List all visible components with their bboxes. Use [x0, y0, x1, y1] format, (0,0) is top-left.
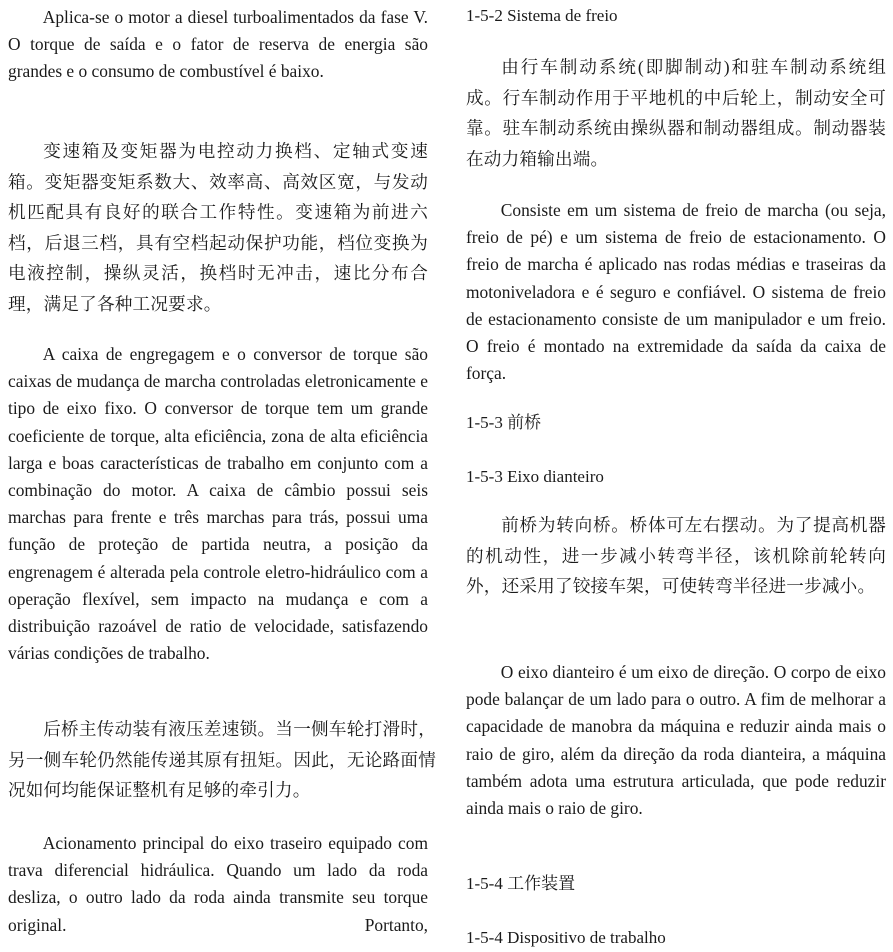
paragraph-rear-axle-pt: Acionamento principal do eixo traseiro equipado com trava diferencial hidráulica. Quando um lado da roda desliza, o outro lado da roda ainda transmite seu torque original. Portanto,: [8, 833, 428, 935]
section-heading-front-axle-pt: 1-5-3 Eixo dianteiro: [466, 467, 604, 486]
paragraph-engine-pt: Aplica-se o motor a diesel turboalimentados da fase V. O torque de saída e o fator de reserva de energia são grandes e o consumo de combustível é baixo.: [8, 7, 428, 82]
section-heading-work-device-zh: 1-5-4 工作装置: [466, 874, 576, 893]
section-heading-brake-pt: 1-5-2 Sistema de freio: [466, 6, 618, 25]
paragraph-front-axle-pt: O eixo dianteiro é um eixo de direção. O corpo de eixo pode balançar de um lado para o outro. A fim de melhorar a capacidade de manobra da máquina e reduzir ainda mais o raio de giro, além da direção da roda dianteira, a máquina também adota uma estrutura articulada, que pode reduzir ainda mais o raio de giro.: [466, 662, 886, 819]
paragraph-transmission-pt: A caixa de engregagem e o conversor de torque são caixas de mudança de marcha controladas eletronicamente e tipo de eixo fixo. O conversor de torque tem um grande coeficiente de torque, alta eficiência, zona de alta eficiência larga e boas características de trabalho em conjunto com a combinação do motor. A caixa de câmbio possui seis marchas para frente e três marchas para trás, possui uma função de proteção de partida neutra, a posição da engrenagem é alterada pela controle eletro-hidráulico com a operação flexível, sem impacto na mudança e com a distribuição razoável de ratio de velocidade, satisfazendo várias condições de trabalho.: [8, 344, 428, 664]
paragraph-brake-zh: 由行车制动系统(即脚制动)和驻车制动系统组成。行车制动作用于平地机的中后轮上，制动安全可靠。驻车制动系统由操纵器和制动器组成。制动器装在动力箱输出端。: [466, 57, 886, 169]
section-heading-front-axle-zh: 1-5-3 前桥: [466, 413, 542, 432]
paragraph-front-axle-zh: 前桥为转向桥。桥体可左右摆动。为了提高机器的机动性，进一步减小转弯半径，该机除前轮转向外，还采用了铰接车架，可使转弯半径进一步减小。: [466, 515, 886, 597]
paragraph-rear-axle-zh: 后桥主传动装有液压差速锁。当一侧车轮打滑时，另一侧车轮仍然能传递其原有扭矩。因此，无论路面情况如何均能保证整机有足够的牵引力。: [8, 719, 436, 801]
paragraph-brake-pt: Consiste em um sistema de freio de marcha (ou seja, freio de pé) e um sistema de freio de estacionamento. O freio de marcha é aplicado nas rodas médias e traseiras da motoniveladora e é seguro e confiável. O sistema de freio de estacionamento consiste de um manipulador e um freio. O freio é montado na extremidade da saída da caixa de força.: [466, 200, 886, 384]
section-heading-work-device-pt: 1-5-4 Dispositivo de trabalho: [466, 928, 666, 947]
paragraph-transmission-zh: 变速箱及变矩器为电控动力换档、定轴式变速箱。变矩器变矩系数大、效率高、高效区宽，与发动机匹配具有良好的联合工作特性。变速箱为前进六档，后退三档，具有空档起动保护功能，档位变换为电液控制，操纵灵活，换档时无冲击，速比分布合理，满足了各种工况要求。: [8, 141, 428, 314]
